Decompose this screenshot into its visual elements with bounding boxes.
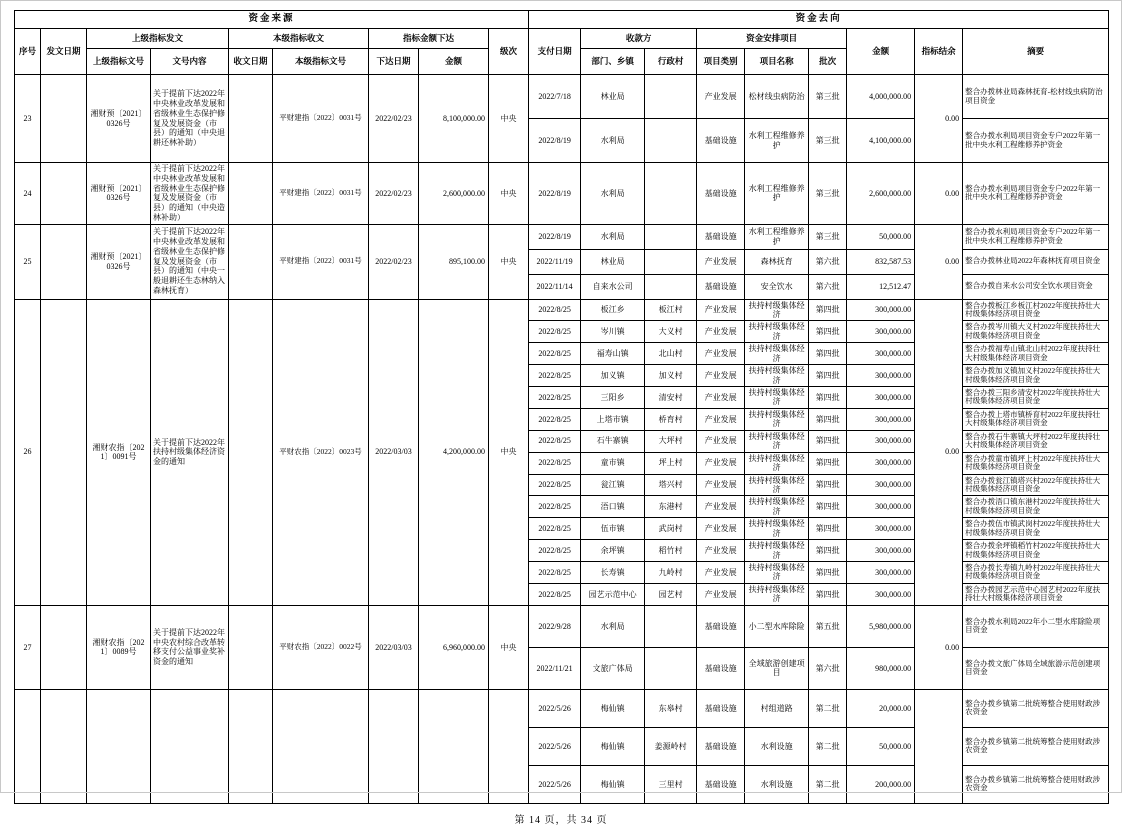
project-name-cell: 扶持村级集体经济 <box>745 583 809 605</box>
payment-row <box>15 75 1109 119</box>
dept-cell: 余坪镇 <box>581 540 645 562</box>
summary-cell: 整合办拨童市镇坪上村2022年度扶持壮大村级集体经济项目资金 <box>963 452 1109 474</box>
release-date-cell <box>369 689 419 803</box>
release-date-cell: 2022/02/23 <box>369 163 419 225</box>
doc-content-cell: 关于提前下达2022年中央林业改革发展和省级林业生态保护修复及发展资金（市县）的通知（中央造林补助） <box>151 163 229 225</box>
pay-amount-cell: 300,000.00 <box>847 343 915 365</box>
batch-cell: 第四批 <box>809 430 847 452</box>
col-receipt-date: 收文日期 <box>229 49 273 75</box>
receipt-date-cell <box>229 75 273 163</box>
batch-cell: 第四批 <box>809 365 847 387</box>
pay-amount-cell: 4,100,000.00 <box>847 119 915 163</box>
superior-doc-no-cell <box>87 689 151 803</box>
pay-date-cell: 2022/8/25 <box>529 562 581 584</box>
section-title-destination: 资金去向 <box>529 11 1109 29</box>
superior-doc-no-cell: 湘财预〔2021〕0326号 <box>87 75 151 163</box>
village-cell <box>645 163 697 225</box>
village-cell <box>645 224 697 249</box>
category-cell: 产业发展 <box>697 75 745 119</box>
balance-cell: 0.00 <box>915 605 963 689</box>
summary-cell: 整合办拨余坪镇稻竹村2022年度扶持壮大村级集体经济项目资金 <box>963 540 1109 562</box>
col-seq: 序号 <box>15 29 41 75</box>
receipt-date-cell <box>229 299 273 605</box>
batch-cell: 第三批 <box>809 224 847 249</box>
pay-amount-cell: 300,000.00 <box>847 452 915 474</box>
category-cell: 产业发展 <box>697 452 745 474</box>
dept-cell: 长寿镇 <box>581 562 645 584</box>
village-cell: 东港村 <box>645 496 697 518</box>
pay-amount-cell: 5,980,000.00 <box>847 605 915 647</box>
batch-cell: 第四批 <box>809 474 847 496</box>
village-cell: 大义村 <box>645 321 697 343</box>
col-superior-doc-no: 上级指标文号 <box>87 49 151 75</box>
page-number: 第 14 页，共 34 页 <box>514 814 608 826</box>
batch-cell: 第二批 <box>809 765 847 803</box>
superior-doc-no-cell: 湘财预〔2021〕0326号 <box>87 163 151 225</box>
pay-date-cell: 2022/11/14 <box>529 274 581 299</box>
batch-cell: 第三批 <box>809 75 847 119</box>
pay-amount-cell: 300,000.00 <box>847 365 915 387</box>
dept-cell: 加义镇 <box>581 365 645 387</box>
category-cell: 产业发展 <box>697 249 745 274</box>
balance-cell: 0.00 <box>915 299 963 605</box>
village-cell <box>645 605 697 647</box>
dept-cell: 岑川镇 <box>581 321 645 343</box>
category-cell: 基础设施 <box>697 274 745 299</box>
dept-cell: 三阳乡 <box>581 387 645 409</box>
category-cell: 产业发展 <box>697 540 745 562</box>
summary-cell: 整合办拨伍市镇武岗村2022年度扶持壮大村级集体经济项目资金 <box>963 518 1109 540</box>
village-cell: 北山村 <box>645 343 697 365</box>
group-amount-issued: 指标金额下达 <box>369 29 489 49</box>
pay-amount-cell: 12,512.47 <box>847 274 915 299</box>
dept-cell: 林业局 <box>581 249 645 274</box>
pay-amount-cell: 300,000.00 <box>847 408 915 430</box>
col-pay-date: 支付日期 <box>529 29 581 75</box>
local-doc-no-cell: 平财建指〔2022〕0031号 <box>273 75 369 163</box>
local-doc-no-cell: 平财农指〔2022〕0022号 <box>273 605 369 689</box>
summary-cell: 整合办拨瓮江镇塔兴村2022年度扶持壮大村级集体经济项目资金 <box>963 474 1109 496</box>
release-date-cell: 2022/02/23 <box>369 75 419 163</box>
category-cell: 基础设施 <box>697 647 745 689</box>
project-name-cell: 扶持村级集体经济 <box>745 474 809 496</box>
pay-date-cell: 2022/9/28 <box>529 605 581 647</box>
indicator-amount-cell: 8,100,000.00 <box>419 75 489 163</box>
col-balance: 指标结余 <box>915 29 963 75</box>
pay-date-cell: 2022/8/25 <box>529 496 581 518</box>
summary-cell: 整合办拨板江乡板江村2022年度扶持壮大村级集体经济项目资金 <box>963 299 1109 321</box>
pay-amount-cell: 300,000.00 <box>847 387 915 409</box>
pay-amount-cell: 50,000.00 <box>847 224 915 249</box>
batch-cell: 第四批 <box>809 583 847 605</box>
doc-content-cell: 关于提前下达2022年扶持村级集体经济资金的通知 <box>151 299 229 605</box>
batch-cell: 第四批 <box>809 496 847 518</box>
project-name-cell: 水利设施 <box>745 765 809 803</box>
pay-amount-cell: 2,600,000.00 <box>847 163 915 225</box>
payment-row <box>15 689 1109 727</box>
project-name-cell: 水利设施 <box>745 727 809 765</box>
funding-table <box>14 10 1109 804</box>
category-cell: 基础设施 <box>697 689 745 727</box>
summary-cell: 整合办拨上塔市镇桥育村2022年度扶持壮大村级集体经济项目资金 <box>963 408 1109 430</box>
pay-date-cell: 2022/5/26 <box>529 765 581 803</box>
dept-cell: 园艺示范中心 <box>581 583 645 605</box>
local-doc-no-cell <box>273 689 369 803</box>
dept-cell: 林业局 <box>581 75 645 119</box>
project-name-cell: 扶持村级集体经济 <box>745 518 809 540</box>
col-issue-date: 发文日期 <box>41 29 87 75</box>
batch-cell: 第三批 <box>809 119 847 163</box>
batch-cell: 第二批 <box>809 689 847 727</box>
payment-row <box>15 224 1109 249</box>
release-date-cell: 2022/02/23 <box>369 224 419 299</box>
project-name-cell: 水利工程维修养护 <box>745 119 809 163</box>
summary-cell: 整合办拨石牛寨镇大坪村2022年度扶持壮大村级集体经济项目资金 <box>963 430 1109 452</box>
batch-cell: 第四批 <box>809 408 847 430</box>
dept-cell: 水利局 <box>581 605 645 647</box>
pay-date-cell: 2022/8/25 <box>529 430 581 452</box>
col-release-date: 下达日期 <box>369 49 419 75</box>
col-amount: 金额 <box>419 49 489 75</box>
pay-amount-cell: 300,000.00 <box>847 583 915 605</box>
col-summary: 摘要 <box>963 29 1109 75</box>
group-local-receipt: 本级指标收文 <box>229 29 369 49</box>
pay-date-cell: 2022/8/25 <box>529 518 581 540</box>
project-name-cell: 安全饮水 <box>745 274 809 299</box>
pay-date-cell: 2022/8/25 <box>529 343 581 365</box>
pay-amount-cell: 300,000.00 <box>847 540 915 562</box>
section-title-source: 资金来源 <box>15 11 529 29</box>
pay-date-cell: 2022/11/19 <box>529 249 581 274</box>
doc-content-cell: 关于提前下达2022年中央林业改革发展和省级林业生态保护修复及发展资金（市县）的通知（中央一般退耕还生态林纳入森林抚育） <box>151 224 229 299</box>
pay-amount-cell: 832,587.53 <box>847 249 915 274</box>
batch-cell: 第六批 <box>809 249 847 274</box>
batch-cell: 第四批 <box>809 343 847 365</box>
pay-date-cell: 2022/7/18 <box>529 75 581 119</box>
indicator-amount-cell: 6,960,000.00 <box>419 605 489 689</box>
village-cell: 姜源岭村 <box>645 727 697 765</box>
dept-cell: 瓮江镇 <box>581 474 645 496</box>
batch-cell: 第六批 <box>809 647 847 689</box>
seq-cell: 27 <box>15 605 41 689</box>
category-cell: 产业发展 <box>697 321 745 343</box>
dept-cell: 水利局 <box>581 119 645 163</box>
pay-date-cell: 2022/8/25 <box>529 474 581 496</box>
dept-cell: 梅仙镇 <box>581 765 645 803</box>
receipt-date-cell <box>229 163 273 225</box>
project-name-cell: 扶持村级集体经济 <box>745 299 809 321</box>
summary-cell: 整合办拨乡镇第二批统筹整合使用财政涉农资金 <box>963 765 1109 803</box>
seq-cell: 26 <box>15 299 41 605</box>
batch-cell: 第四批 <box>809 299 847 321</box>
payment-row <box>15 163 1109 225</box>
dept-cell: 板江乡 <box>581 299 645 321</box>
level-cell: 中央 <box>489 75 529 163</box>
group-superior-doc: 上级指标发文 <box>87 29 229 49</box>
level-cell: 中央 <box>489 163 529 225</box>
project-name-cell: 村组道路 <box>745 689 809 727</box>
batch-cell: 第六批 <box>809 274 847 299</box>
col-village: 行政村 <box>645 49 697 75</box>
dept-cell: 水利局 <box>581 163 645 225</box>
pay-date-cell: 2022/8/25 <box>529 365 581 387</box>
summary-cell: 整合办拨岑川镇大义村2022年度扶持壮大村级集体经济项目资金 <box>963 321 1109 343</box>
village-cell <box>645 75 697 119</box>
local-doc-no-cell: 平财建指〔2022〕0031号 <box>273 163 369 225</box>
category-cell: 基础设施 <box>697 224 745 249</box>
dept-cell: 童市镇 <box>581 452 645 474</box>
dept-cell: 梅仙镇 <box>581 727 645 765</box>
balance-cell <box>915 689 963 803</box>
pay-amount-cell: 20,000.00 <box>847 689 915 727</box>
village-cell: 坪上村 <box>645 452 697 474</box>
project-name-cell: 全域旅游创建项目 <box>745 647 809 689</box>
pay-date-cell: 2022/5/26 <box>529 689 581 727</box>
batch-cell: 第五批 <box>809 605 847 647</box>
indicator-amount-cell: 2,600,000.00 <box>419 163 489 225</box>
summary-cell: 整合办拨林业局森林抚育-松材线虫病防治项目资金 <box>963 75 1109 119</box>
summary-cell: 整合办拨水利局项目资金专户2022年第一批中央水利工程维修养护资金 <box>963 119 1109 163</box>
seq-cell: 25 <box>15 224 41 299</box>
pay-date-cell: 2022/8/25 <box>529 540 581 562</box>
doc-content-cell: 关于提前下达2022年中央林业改革发展和省级林业生态保护修复及发展资金（市县）的通知（中央退耕还林补助） <box>151 75 229 163</box>
group-project: 资金安排项目 <box>697 29 847 49</box>
project-name-cell: 扶持村级集体经济 <box>745 430 809 452</box>
doc-content-cell: 关于提前下达2022年中央农村综合改革转移支付公益事业奖补资金的通知 <box>151 605 229 689</box>
issue-date-cell <box>41 224 87 299</box>
section-title-row <box>15 11 1109 29</box>
pay-date-cell: 2022/8/25 <box>529 583 581 605</box>
village-cell: 园艺村 <box>645 583 697 605</box>
batch-cell: 第四批 <box>809 518 847 540</box>
col-level: 级次 <box>489 29 529 75</box>
dept-cell: 上塔市镇 <box>581 408 645 430</box>
village-cell: 东皋村 <box>645 689 697 727</box>
category-cell: 产业发展 <box>697 583 745 605</box>
project-name-cell: 扶持村级集体经济 <box>745 365 809 387</box>
pay-amount-cell: 300,000.00 <box>847 299 915 321</box>
col-doc-content: 文号内容 <box>151 49 229 75</box>
pay-date-cell: 2022/8/25 <box>529 321 581 343</box>
category-cell: 基础设施 <box>697 119 745 163</box>
dept-cell: 水利局 <box>581 224 645 249</box>
category-cell: 产业发展 <box>697 474 745 496</box>
col-local-doc-no: 本级指标文号 <box>273 49 369 75</box>
level-cell: 中央 <box>489 605 529 689</box>
issue-date-cell <box>41 605 87 689</box>
payment-row <box>15 605 1109 647</box>
indicator-amount-cell: 895,100.00 <box>419 224 489 299</box>
village-cell: 稻竹村 <box>645 540 697 562</box>
category-cell: 基础设施 <box>697 163 745 225</box>
project-name-cell: 小二型水库除险 <box>745 605 809 647</box>
village-cell: 武岗村 <box>645 518 697 540</box>
village-cell: 九岭村 <box>645 562 697 584</box>
village-cell <box>645 647 697 689</box>
issue-date-cell <box>41 299 87 605</box>
col-dept: 部门、乡镇 <box>581 49 645 75</box>
local-doc-no-cell: 平财建指〔2022〕0031号 <box>273 224 369 299</box>
issue-date-cell <box>41 689 87 803</box>
batch-cell: 第四批 <box>809 540 847 562</box>
project-name-cell: 松材线虫病防治 <box>745 75 809 119</box>
col-batch: 批次 <box>809 49 847 75</box>
col-project-name: 项目名称 <box>745 49 809 75</box>
project-name-cell: 扶持村级集体经济 <box>745 540 809 562</box>
village-cell: 塔兴村 <box>645 474 697 496</box>
summary-cell: 整合办拨三阳乡清安村2022年度扶持壮大村级集体经济项目资金 <box>963 387 1109 409</box>
pay-date-cell: 2022/8/25 <box>529 299 581 321</box>
batch-cell: 第二批 <box>809 727 847 765</box>
dept-cell: 伍市镇 <box>581 518 645 540</box>
category-cell: 基础设施 <box>697 605 745 647</box>
issue-date-cell <box>41 75 87 163</box>
summary-cell: 整合办拨浯口镇东港村2022年度扶持壮大村级集体经济项目资金 <box>963 496 1109 518</box>
dept-cell: 石牛寨镇 <box>581 430 645 452</box>
pay-amount-cell: 300,000.00 <box>847 496 915 518</box>
pay-amount-cell: 4,000,000.00 <box>847 75 915 119</box>
category-cell: 产业发展 <box>697 496 745 518</box>
pay-amount-cell: 980,000.00 <box>847 647 915 689</box>
dept-cell: 自来水公司 <box>581 274 645 299</box>
receipt-date-cell <box>229 605 273 689</box>
receipt-date-cell <box>229 224 273 299</box>
summary-cell: 整合办拨加义镇加义村2022年度扶持壮大村级集体经济项目资金 <box>963 365 1109 387</box>
village-cell: 三里村 <box>645 765 697 803</box>
village-cell: 清安村 <box>645 387 697 409</box>
pay-date-cell: 2022/8/25 <box>529 387 581 409</box>
project-name-cell: 水利工程维修养护 <box>745 163 809 225</box>
village-cell: 板江村 <box>645 299 697 321</box>
local-doc-no-cell: 平财农指〔2022〕0023号 <box>273 299 369 605</box>
pay-date-cell: 2022/5/26 <box>529 727 581 765</box>
col-pay-amount: 金额 <box>847 29 915 75</box>
category-cell: 产业发展 <box>697 408 745 430</box>
category-cell: 基础设施 <box>697 727 745 765</box>
project-name-cell: 森林抚育 <box>745 249 809 274</box>
batch-cell: 第四批 <box>809 452 847 474</box>
project-name-cell: 水利工程维修养护 <box>745 224 809 249</box>
col-category: 项目类别 <box>697 49 745 75</box>
category-cell: 产业发展 <box>697 387 745 409</box>
balance-cell: 0.00 <box>915 75 963 163</box>
village-cell: 桥育村 <box>645 408 697 430</box>
village-cell <box>645 249 697 274</box>
pay-date-cell: 2022/11/21 <box>529 647 581 689</box>
village-cell <box>645 274 697 299</box>
seq-cell <box>15 689 41 803</box>
summary-cell: 整合办拨水利局2022年小二型水库除险项目资金 <box>963 605 1109 647</box>
issue-date-cell <box>41 163 87 225</box>
village-cell: 加义村 <box>645 365 697 387</box>
batch-cell: 第三批 <box>809 163 847 225</box>
level-cell: 中央 <box>489 299 529 605</box>
group-payee: 收款方 <box>581 29 697 49</box>
batch-cell: 第四批 <box>809 562 847 584</box>
receipt-date-cell <box>229 689 273 803</box>
balance-cell: 0.00 <box>915 163 963 225</box>
indicator-amount-cell: 4,200,000.00 <box>419 299 489 605</box>
summary-cell: 整合办拨乡镇第二批统筹整合使用财政涉农资金 <box>963 689 1109 727</box>
pay-date-cell: 2022/8/19 <box>529 163 581 225</box>
seq-cell: 23 <box>15 75 41 163</box>
village-cell <box>645 119 697 163</box>
pay-amount-cell: 300,000.00 <box>847 474 915 496</box>
village-cell: 大坪村 <box>645 430 697 452</box>
pay-amount-cell: 50,000.00 <box>847 727 915 765</box>
superior-doc-no-cell: 湘财农指〔2021〕0091号 <box>87 299 151 605</box>
pay-amount-cell: 300,000.00 <box>847 518 915 540</box>
superior-doc-no-cell: 湘财农指〔2021〕0089号 <box>87 605 151 689</box>
summary-cell: 整合办拨水利局项目资金专户2022年第一批中央水利工程维修养护资金 <box>963 224 1109 249</box>
category-cell: 产业发展 <box>697 430 745 452</box>
pay-amount-cell: 300,000.00 <box>847 321 915 343</box>
pay-amount-cell: 300,000.00 <box>847 430 915 452</box>
project-name-cell: 扶持村级集体经济 <box>745 408 809 430</box>
project-name-cell: 扶持村级集体经济 <box>745 562 809 584</box>
dept-cell: 文旅广体局 <box>581 647 645 689</box>
dept-cell: 福寿山镇 <box>581 343 645 365</box>
dept-cell: 梅仙镇 <box>581 689 645 727</box>
dept-cell: 浯口镇 <box>581 496 645 518</box>
category-cell: 产业发展 <box>697 365 745 387</box>
pay-date-cell: 2022/8/25 <box>529 408 581 430</box>
summary-cell: 整合办拨乡镇第二批统筹整合使用财政涉农资金 <box>963 727 1109 765</box>
category-cell: 产业发展 <box>697 299 745 321</box>
pay-amount-cell: 200,000.00 <box>847 765 915 803</box>
pay-date-cell: 2022/8/19 <box>529 119 581 163</box>
payment-row <box>15 299 1109 321</box>
project-name-cell: 扶持村级集体经济 <box>745 387 809 409</box>
pay-amount-cell: 300,000.00 <box>847 562 915 584</box>
category-cell: 基础设施 <box>697 765 745 803</box>
indicator-amount-cell <box>419 689 489 803</box>
project-name-cell: 扶持村级集体经济 <box>745 496 809 518</box>
release-date-cell: 2022/03/03 <box>369 605 419 689</box>
level-cell: 中央 <box>489 224 529 299</box>
level-cell <box>489 689 529 803</box>
batch-cell: 第四批 <box>809 387 847 409</box>
summary-cell: 整合办拨林业局2022年森林抚育项目资金 <box>963 249 1109 274</box>
batch-cell: 第四批 <box>809 321 847 343</box>
pay-date-cell: 2022/8/19 <box>529 224 581 249</box>
summary-cell: 整合办拨长寿镇九岭村2022年度扶持壮大村级集体经济项目资金 <box>963 562 1109 584</box>
pay-date-cell: 2022/8/25 <box>529 452 581 474</box>
table-body <box>15 75 1109 804</box>
release-date-cell: 2022/03/03 <box>369 299 419 605</box>
summary-cell: 整合办拨水利局项目资金专户2022年第一批中央水利工程维修养护资金 <box>963 163 1109 225</box>
project-name-cell: 扶持村级集体经济 <box>745 321 809 343</box>
balance-cell: 0.00 <box>915 224 963 299</box>
summary-cell: 整合办拨园艺示范中心园艺村2022年度扶持壮大村级集体经济项目资金 <box>963 583 1109 605</box>
doc-content-cell <box>151 689 229 803</box>
category-cell: 产业发展 <box>697 562 745 584</box>
summary-cell: 整合办拨文旅广体局全域旅游示范创建项目资金 <box>963 647 1109 689</box>
summary-cell: 整合办拨自来水公司安全饮水项目资金 <box>963 274 1109 299</box>
project-name-cell: 扶持村级集体经济 <box>745 343 809 365</box>
superior-doc-no-cell: 湘财预〔2021〕0326号 <box>87 224 151 299</box>
category-cell: 产业发展 <box>697 518 745 540</box>
category-cell: 产业发展 <box>697 343 745 365</box>
seq-cell: 24 <box>15 163 41 225</box>
group-header-row <box>15 29 1109 49</box>
summary-cell: 整合办拨福寿山镇北山村2022年度扶持壮大村级集体经济项目资金 <box>963 343 1109 365</box>
project-name-cell: 扶持村级集体经济 <box>745 452 809 474</box>
